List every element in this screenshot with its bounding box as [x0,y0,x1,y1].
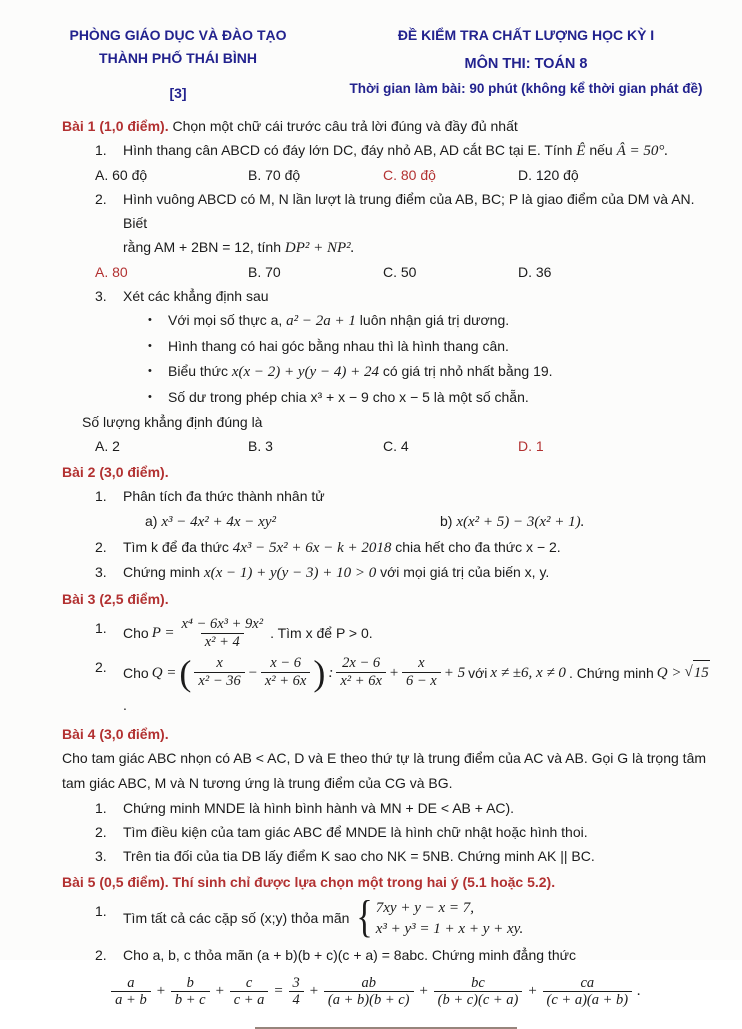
exam-subject: MÔN THI: TOÁN 8 [464,56,588,72]
option-c: C. 4 [383,438,409,454]
bai2-question-3: 3. Chứng minh x(x − 1) + y(y − 3) + 10 > 0 với mọi giá trị của biến x, y. [95,564,550,581]
division-colon: : [328,664,334,681]
bai1-title: Bài 1 (1,0 điểm). [62,118,169,134]
option-c-correct: C. 80 độ [383,167,436,183]
issuer-line2: THÀNH PHỐ THÁI BÌNH [99,50,257,66]
option-a: A. 60 độ [95,167,148,183]
statement-3: • Biểu thức x(x − 2) + y(y − 4) + 24 có giá trị nhỏ nhất bằng 19. [62,359,710,385]
bai3-heading [62,587,710,611]
bai1-q3-summary: Số lượng khẳng định đúng là [82,414,263,430]
bai1-q2-options [62,260,710,284]
exam-title: ĐỀ KIỂM TRA CHẤT LƯỢNG HỌC KỲ I [397,27,655,43]
math-P-equals: P = [151,625,175,642]
question-text: Phân tích đa thức thành nhân tử [123,488,325,504]
system-line-2: x³ + y³ = 1 + x + y + xy. [375,920,524,937]
fraction-ca: $\frac{ca}{(c + a)(a + b)}$ [543,975,633,1009]
bai4-title: Bài 4 (3,0 điểm). [62,725,169,742]
math-A-hat: Â = 50°. [616,143,669,159]
option-b: B. 3 [248,438,273,454]
bai1-heading [62,114,710,138]
exam-duration: Thời gian làm bài: 90 phút (không kể thời gian phát đề) [349,81,703,96]
bai2-q1-subitems [62,508,710,535]
system-line-1: 7xy + y − x = 7, [375,899,474,916]
bai5-question-1: 1. Tìm tất cả các cặp số (x;y) thỏa mãn { 7xy + y − x = 7, x³ + y³ = 1 + x + y + xy. [95,892,524,943]
math-Q-gt: Q > [656,664,682,681]
question-text-line1: Hình vuông ABCD có M, N lần lượt là trung điểm của AB, BC; P là giao điểm của DM và AN. Biết [123,191,695,231]
math-polynomial-b: x(x² + 5) − 3(x² + 1). [456,514,585,530]
math-E-hat: Ê [576,143,586,159]
header-issuer [28,24,328,101]
bai1-question-1: 1. Hình thang cân ABCD có đáy lớn DC, đáy nhỏ AB, AD cắt BC tại E. Tính Ê nếu Â = 50°. [62,138,710,163]
bai4-question-2: 2. Tìm điều kiện của tam giác ABC để MNDE là hình chữ nhật hoặc hình thoi. [95,823,588,840]
option-d: D. 36 [518,264,552,280]
fraction-3: $\frac{2x - 6}{\text{x² + 6x}}$ [336,655,386,689]
fraction-1: $\frac{x}{\text{x² − 36}}$ [194,655,244,689]
option-c: C. 50 [383,264,417,280]
bai1-q1-options [62,163,710,187]
bai3-question-2: 2. Cho Q = ( $\frac{x}{\text{x² − 36}}$ − $\frac{x - 6}{\text{x² + 6x}}$ ) : $\frac{2x - 6}{\text{x² + 6x}}$ + $\frac{x}{6 - x}$ + 5 với x ≠ ±6, x ≠ 0 . Chứng minh Q > √ 15 . [95,652,709,713]
bai4-intro: Cho tam giác ABC nhọn có AB < AC, D và E theo thứ tự là trung điểm của AC và AB. Gọi G là trọng tâm tam giác ABC, M và N tương ứng là trung điểm của CG và BG. [62,749,707,791]
bullet-icon: • [148,340,152,352]
header [0,0,742,101]
option-b: B. 70 [248,264,281,280]
math-condition: x ≠ ±6, x ≠ 0 [490,664,566,681]
exam-body [0,101,742,1029]
exam-code: [3] [169,85,187,101]
bai1-instruction: Chọn một chữ cái trước câu trả lời đúng và đầy đủ nhất [172,118,518,134]
bai4-heading [62,722,710,746]
bai5-identity-equation: $\frac{a}{a + b}$ + $\frac{b}{b + c}$ + $\frac{c}{c + a}$ = $\frac{3}{4}$ + $\frac{ab}{(a + b)(b + c)}$ + $\frac{bc}{(b + c)(c + a)}$ + $\frac{ca}{(c + a)(a + b)}$ . [62,975,710,1009]
statement-4: • Số dư trong phép chia x³ + x − 9 cho x − 5 là một số chẵn. [62,385,710,410]
bai5-title: Bài 5 (0,5 điểm). Thí sinh chỉ được lựa chọn một trong hai ý (5.1 hoặc 5.2). [62,873,556,890]
math-min-expression: x(x − 2) + y(y − 4) + 24 [231,364,379,380]
bai2-heading [62,460,710,484]
fraction-three-fourths: $\frac{3}{4}$ [289,975,304,1009]
question-number: 3. [95,288,107,304]
bai1-question-3 [62,284,710,308]
header-exam-info [328,24,724,101]
bai2-question-2: 2. Tìm k để đa thức 4x³ − 5x² + 6x − k + 2018 chia hết cho đa thức x − 2. [95,539,561,556]
bai4-question-3: 3. Trên tia đối của tia DB lấy điểm K sao cho NK = 5NB. Chứng minh AK || BC. [95,847,595,864]
question-number: 2. [95,191,107,207]
option-a-correct: A. 80 [95,264,128,280]
math-inequality: x(x − 1) + y(y − 3) + 10 > 0 [203,565,377,581]
radical-icon: √ [684,664,693,681]
option-d: D. 120 độ [518,167,579,183]
option-a: A. 2 [95,438,120,454]
bai3-title: Bài 3 (2,5 điểm). [62,591,169,607]
fraction-ab: $\frac{ab}{(a + b)(b + c)}$ [324,975,414,1009]
option-b: B. 70 độ [248,167,301,183]
fraction-2: $\frac{x - 6}{\text{x² + 6x}}$ [261,655,311,689]
subitem-b-label: b) [440,513,453,529]
statement-1: • Với mọi số thực a, a² − 2a + 1 luôn nhận giá trị dương. [62,308,710,334]
fraction-P: $\frac{\text{x⁴ − 6x³ + 9x²}}{\text{x² + 4}}$ [181,616,264,650]
sqrt-15: √ 15 [685,660,710,685]
question-number: 1. [95,142,107,158]
math-Q-equals: Q = [151,664,177,681]
fraction-a: $\frac{a}{a + b}$ [111,975,151,1009]
equation-system: { 7xy + y − x = 7, x³ + y³ = 1 + x + y + xy. [356,892,524,943]
fraction-bc: $\frac{bc}{(b + c)(c + a)}$ [434,975,523,1009]
bai4-question-1: 1. Chứng minh MNDE là hình bình hành và MN + DE < AB + AC). [95,799,515,816]
bai5-question-2: 2. Cho a, b, c thỏa mãn (a + b)(b + c)(c + a) = 8abc. Chứng minh đẳng thức [95,946,576,963]
fraction-b: $\frac{b}{b + c}$ [171,975,210,1009]
bai1-question-2 [62,187,710,260]
bai2-question-1: 1. Phân tích đa thức thành nhân tử [62,484,710,508]
math-dp-np: DP² + NP². [284,240,355,256]
question-text-line2: rằng AM + 2BN = 12, tính [123,239,281,255]
bai1-q3-options [62,434,710,458]
fraction-c: $\frac{c}{c + a}$ [230,975,269,1009]
math-polynomial-a: x³ − 4x² + 4x − xy² [161,514,276,530]
option-d-correct: D. 1 [518,438,544,454]
fraction-4: $\frac{x}{6 - x}$ [402,655,441,689]
math-a2-2a-1: a² − 2a + 1 [286,313,356,329]
bullet-icon: • [148,314,152,326]
bai2-title: Bài 2 (3,0 điểm). [62,464,169,480]
math-polynomial-k: 4x³ − 5x² + 6x − k + 2018 [232,540,392,556]
question-text: Xét các khẳng định sau [123,288,269,304]
question-text: Hình thang cân ABCD có đáy lớn DC, đáy nhỏ AB, AD cắt BC tại E. Tính [123,142,573,158]
bullet-icon: • [148,391,152,403]
bai5-heading [62,870,710,894]
bai3-question-1: 1. Cho P = $\frac{\text{x⁴ − 6x³ + 9x²}}{\text{x² + 4}}$ . Tìm x để P > 0. [95,616,373,650]
bullet-icon: • [148,365,152,377]
statement-2: • Hình thang có hai góc bằng nhau thì là hình thang cân. [62,334,710,359]
subitem-a-label: a) [145,513,158,529]
issuer-line1: PHÒNG GIÁO DỤC VÀ ĐÀO TẠO [69,27,287,43]
equals-sign: = [273,983,284,1000]
